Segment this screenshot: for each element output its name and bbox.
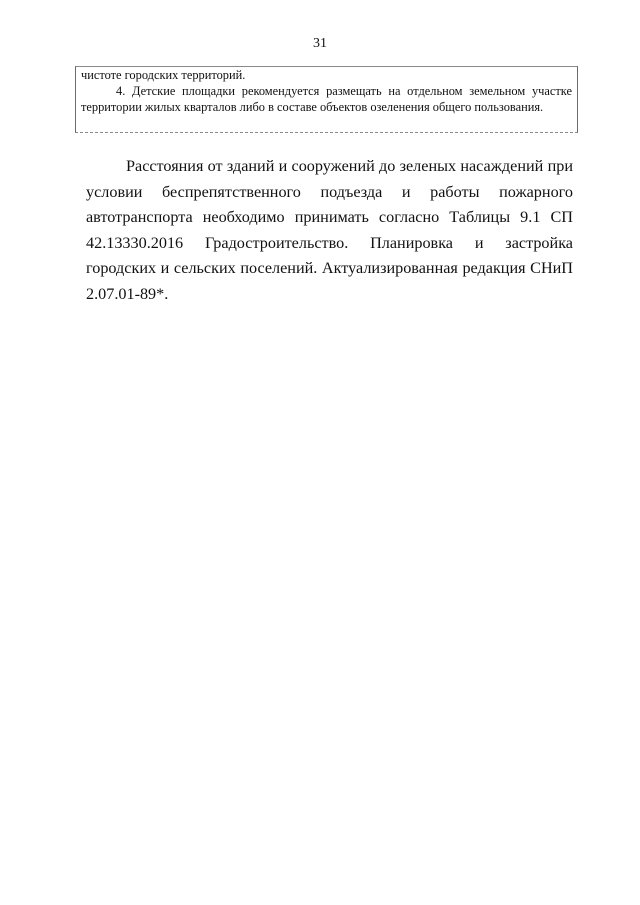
note-lead-text: чистоте городских территорий. xyxy=(81,68,246,82)
note-item-text: 4. Детские площадки рекомендуется размещать на отдельном земельном участке территории жилых кварталов либо в составе объектов озеленения общего пользования. xyxy=(81,84,572,115)
note-box xyxy=(75,66,578,133)
main-paragraph: Расстояния от зданий и сооружений до зеленых насаждений при условии беспрепятственного подъезда и работы пожарного автотранспорта необходимо принимать согласно Таблицы 9.1 СП 42.13330.2016 Градостроительство. Планировка и застройка городских и сельских поселений. Актуализированная редакция СНиП 2.07.01-89*. xyxy=(86,157,573,303)
page-number: 31 xyxy=(313,36,327,51)
main-text-block xyxy=(86,154,573,307)
